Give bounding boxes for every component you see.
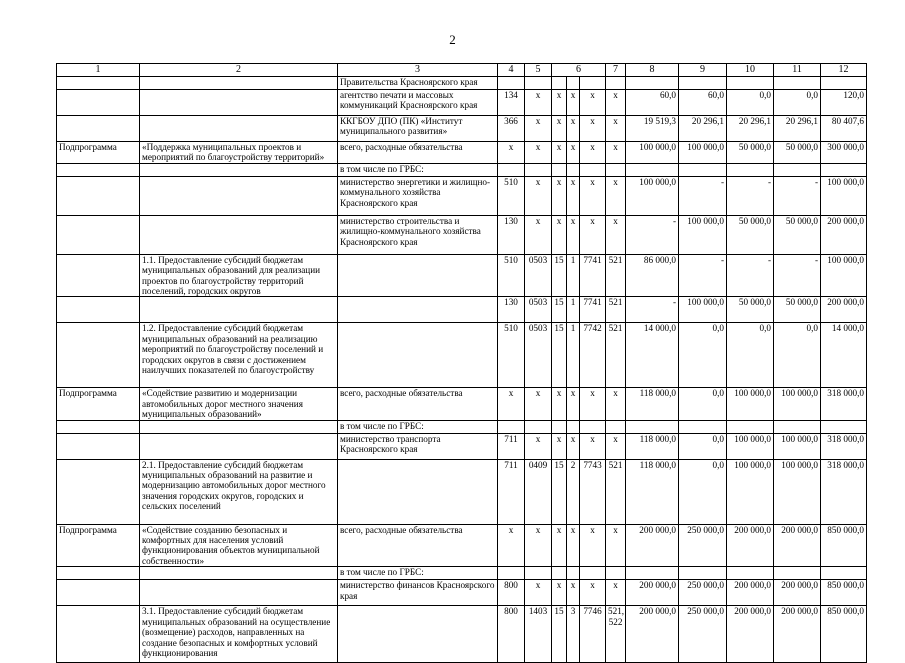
- grbs-code-cell: x: [498, 388, 525, 420]
- program-type-cell: [57, 176, 140, 215]
- section-code-cell: x: [525, 142, 552, 164]
- amount-col11-cell: 0,0: [774, 323, 821, 388]
- target-code-1-cell: x: [552, 142, 567, 164]
- grbs-cell: всего, расходные обязательства: [338, 388, 498, 420]
- table-row: [57, 323, 867, 388]
- target-code-2-cell: x: [567, 176, 580, 215]
- expense-type-cell: [606, 77, 626, 90]
- amount-col12-cell: 318 000,0: [821, 459, 867, 524]
- program-name-cell: [140, 215, 338, 254]
- expense-type-cell: x: [606, 215, 626, 254]
- page-number: 2: [449, 32, 456, 47]
- section-code-cell: 1403: [525, 606, 552, 663]
- target-code-1-cell: 15: [552, 459, 567, 524]
- target-code-1-cell: x: [552, 90, 567, 116]
- expense-type-cell: 521: [606, 254, 626, 297]
- header-cell: 11: [774, 64, 821, 77]
- grbs-cell: [338, 297, 498, 323]
- header-cell: 3: [338, 64, 498, 77]
- program-name-cell: «Содействие развитию и модернизации автомобильных дорог местного значения муниципальных образований»: [140, 388, 338, 420]
- program-type-cell: [57, 116, 140, 142]
- expense-type-cell: 521, 522: [606, 606, 626, 663]
- program-type-cell: [57, 580, 140, 606]
- grbs-cell: министерство транспорта Красноярского края: [338, 433, 498, 459]
- target-code-2-cell: 2: [567, 459, 580, 524]
- amount-col10-cell: 200 000,0: [727, 524, 774, 567]
- grbs-cell: [338, 254, 498, 297]
- amount-col10-cell: 100 000,0: [727, 433, 774, 459]
- program-name-cell: [140, 420, 338, 433]
- amount-col9-cell: 0,0: [679, 388, 727, 420]
- target-code-2-cell: 1: [567, 254, 580, 297]
- program-type-cell: [57, 420, 140, 433]
- grbs-cell: [338, 459, 498, 524]
- grbs-code-cell: 510: [498, 176, 525, 215]
- amount-col11-cell: 200 000,0: [774, 524, 821, 567]
- grbs-cell: [338, 606, 498, 663]
- amount-col12-cell: 850 000,0: [821, 524, 867, 567]
- amount-col9-cell: [679, 163, 727, 176]
- grbs-code-cell: 366: [498, 116, 525, 142]
- amount-col10-cell: 20 296,1: [727, 116, 774, 142]
- program-name-cell: [140, 433, 338, 459]
- program-name-cell: [140, 90, 338, 116]
- program-name-cell: [140, 77, 338, 90]
- amount-col9-cell: 0,0: [679, 433, 727, 459]
- program-name-cell: «Содействие созданию безопасных и комфортных для населения условий функционирования объектов муниципальной собственности»: [140, 524, 338, 567]
- expense-type-cell: [606, 163, 626, 176]
- target-code-1-cell: [552, 163, 567, 176]
- table-row: [57, 459, 867, 524]
- amount-col11-cell: [774, 567, 821, 580]
- expense-type-cell: x: [606, 580, 626, 606]
- target-code-1-cell: x: [552, 524, 567, 567]
- amount-col8-cell: [626, 420, 679, 433]
- amount-col11-cell: 100 000,0: [774, 459, 821, 524]
- amount-col8-cell: 200 000,0: [626, 580, 679, 606]
- target-code-1-cell: x: [552, 215, 567, 254]
- amount-col8-cell: 118 000,0: [626, 388, 679, 420]
- amount-col9-cell: 60,0: [679, 90, 727, 116]
- amount-col9-cell: [679, 77, 727, 90]
- target-code-1-cell: x: [552, 433, 567, 459]
- header-cell: 9: [679, 64, 727, 77]
- expense-type-cell: x: [606, 116, 626, 142]
- target-code-3-cell: [580, 420, 606, 433]
- grbs-cell: в том числе по ГРБС:: [338, 567, 498, 580]
- amount-col11-cell: [774, 163, 821, 176]
- amount-col9-cell: [679, 420, 727, 433]
- amount-col10-cell: 100 000,0: [727, 388, 774, 420]
- grbs-code-cell: 510: [498, 254, 525, 297]
- target-code-3-cell: x: [580, 116, 606, 142]
- target-code-3-cell: x: [580, 433, 606, 459]
- table-row: [57, 567, 867, 580]
- program-name-cell: 1.2. Предоставление субсидий бюджетам муниципальных образований на реализацию мероприятий по благоустройству поселений и городских округов в связи с достижением наилучших показателей по благоустройству: [140, 323, 338, 388]
- target-code-3-cell: 7746: [580, 606, 606, 663]
- target-code-2-cell: [567, 567, 580, 580]
- amount-col10-cell: [727, 567, 774, 580]
- amount-col10-cell: -: [727, 254, 774, 297]
- expense-type-cell: x: [606, 524, 626, 567]
- section-code-cell: x: [525, 580, 552, 606]
- amount-col12-cell: [821, 567, 867, 580]
- section-code-cell: 0503: [525, 254, 552, 297]
- amount-col9-cell: 250 000,0: [679, 524, 727, 567]
- program-name-cell: [140, 580, 338, 606]
- amount-col11-cell: 50 000,0: [774, 142, 821, 164]
- target-code-1-cell: 15: [552, 606, 567, 663]
- program-type-cell: [57, 215, 140, 254]
- grbs-code-cell: [498, 77, 525, 90]
- grbs-code-cell: 130: [498, 215, 525, 254]
- table-row: [57, 215, 867, 254]
- expense-type-cell: x: [606, 176, 626, 215]
- table-row: [57, 116, 867, 142]
- target-code-2-cell: x: [567, 116, 580, 142]
- amount-col10-cell: 200 000,0: [727, 606, 774, 663]
- amount-col8-cell: 200 000,0: [626, 606, 679, 663]
- program-type-cell: Подпрограмма: [57, 388, 140, 420]
- amount-col8-cell: [626, 163, 679, 176]
- grbs-cell: министерство финансов Красноярского края: [338, 580, 498, 606]
- amount-col10-cell: [727, 163, 774, 176]
- table-row: [57, 580, 867, 606]
- amount-col12-cell: 200 000,0: [821, 215, 867, 254]
- amount-col8-cell: 100 000,0: [626, 176, 679, 215]
- section-code-cell: x: [525, 116, 552, 142]
- amount-col11-cell: [774, 420, 821, 433]
- amount-col8-cell: -: [626, 297, 679, 323]
- amount-col12-cell: 100 000,0: [821, 254, 867, 297]
- program-name-cell: [140, 176, 338, 215]
- expense-type-cell: 521: [606, 297, 626, 323]
- amount-col11-cell: 50 000,0: [774, 215, 821, 254]
- target-code-2-cell: 1: [567, 323, 580, 388]
- amount-col8-cell: 118 000,0: [626, 459, 679, 524]
- target-code-2-cell: 1: [567, 297, 580, 323]
- amount-col11-cell: 200 000,0: [774, 580, 821, 606]
- target-code-3-cell: 7741: [580, 254, 606, 297]
- header-row: [57, 64, 867, 77]
- target-code-3-cell: x: [580, 215, 606, 254]
- program-type-cell: [57, 77, 140, 90]
- amount-col12-cell: 200 000,0: [821, 297, 867, 323]
- grbs-cell: ККГБОУ ДПО (ПК) «Институт муниципального развития»: [338, 116, 498, 142]
- program-name-cell: [140, 297, 338, 323]
- amount-col11-cell: 0,0: [774, 90, 821, 116]
- target-code-2-cell: [567, 163, 580, 176]
- target-code-2-cell: x: [567, 524, 580, 567]
- grbs-code-cell: 800: [498, 580, 525, 606]
- amount-col12-cell: [821, 420, 867, 433]
- program-type-cell: [57, 323, 140, 388]
- grbs-code-cell: [498, 420, 525, 433]
- amount-col11-cell: 20 296,1: [774, 116, 821, 142]
- table-row: [57, 254, 867, 297]
- amount-col8-cell: 60,0: [626, 90, 679, 116]
- table-row: [57, 297, 867, 323]
- target-code-3-cell: 7742: [580, 323, 606, 388]
- table-row: [57, 606, 867, 663]
- target-code-2-cell: x: [567, 580, 580, 606]
- grbs-code-cell: 800: [498, 606, 525, 663]
- program-type-cell: [57, 433, 140, 459]
- section-code-cell: [525, 567, 552, 580]
- target-code-3-cell: [580, 77, 606, 90]
- grbs-code-cell: x: [498, 524, 525, 567]
- grbs-code-cell: 134: [498, 90, 525, 116]
- grbs-cell: министерство энергетики и жилищно-коммунального хозяйства Красноярского края: [338, 176, 498, 215]
- table-row: [57, 142, 867, 164]
- target-code-2-cell: 3: [567, 606, 580, 663]
- header-cell: 2: [140, 64, 338, 77]
- grbs-code-cell: 130: [498, 297, 525, 323]
- expense-type-cell: [606, 420, 626, 433]
- grbs-code-cell: [498, 163, 525, 176]
- amount-col12-cell: 100 000,0: [821, 176, 867, 215]
- program-type-cell: Подпрограмма: [57, 142, 140, 164]
- target-code-1-cell: [552, 567, 567, 580]
- section-code-cell: x: [525, 215, 552, 254]
- target-code-1-cell: x: [552, 116, 567, 142]
- amount-col11-cell: -: [774, 254, 821, 297]
- expense-type-cell: x: [606, 142, 626, 164]
- amount-col9-cell: 20 296,1: [679, 116, 727, 142]
- target-code-2-cell: x: [567, 215, 580, 254]
- amount-col9-cell: 250 000,0: [679, 580, 727, 606]
- amount-col12-cell: 80 407,6: [821, 116, 867, 142]
- amount-col9-cell: 100 000,0: [679, 215, 727, 254]
- amount-col11-cell: 50 000,0: [774, 297, 821, 323]
- program-name-cell: [140, 567, 338, 580]
- grbs-code-cell: 510: [498, 323, 525, 388]
- amount-col9-cell: -: [679, 176, 727, 215]
- amount-col10-cell: [727, 420, 774, 433]
- target-code-1-cell: 15: [552, 254, 567, 297]
- target-code-1-cell: [552, 77, 567, 90]
- section-code-cell: x: [525, 90, 552, 116]
- header-cell: 5: [525, 64, 552, 77]
- program-name-cell: 3.1. Предоставление субсидий бюджетам муниципальных образований на осуществление (возмещение) расходов, направленных на создание безопасных и комфортных условий функционирования: [140, 606, 338, 663]
- grbs-cell: в том числе по ГРБС:: [338, 420, 498, 433]
- grbs-cell: министерство строительства и жилищно-коммунального хозяйства Красноярского края: [338, 215, 498, 254]
- program-type-cell: [57, 163, 140, 176]
- header-cell: 12: [821, 64, 867, 77]
- amount-col9-cell: 0,0: [679, 323, 727, 388]
- target-code-1-cell: 15: [552, 297, 567, 323]
- section-code-cell: 0503: [525, 323, 552, 388]
- target-code-2-cell: x: [567, 433, 580, 459]
- amount-col10-cell: 50 000,0: [727, 215, 774, 254]
- table-row: [57, 388, 867, 420]
- program-type-cell: [57, 567, 140, 580]
- target-code-1-cell: x: [552, 176, 567, 215]
- program-name-cell: «Поддержка муниципальных проектов и мероприятий по благоустройству территорий»: [140, 142, 338, 164]
- amount-col10-cell: 200 000,0: [727, 580, 774, 606]
- expense-type-cell: x: [606, 433, 626, 459]
- amount-col10-cell: 0,0: [727, 90, 774, 116]
- program-type-cell: [57, 297, 140, 323]
- table-row: [57, 420, 867, 433]
- grbs-code-cell: 711: [498, 459, 525, 524]
- section-code-cell: 0503: [525, 297, 552, 323]
- target-code-3-cell: [580, 163, 606, 176]
- section-code-cell: x: [525, 524, 552, 567]
- expense-type-cell: x: [606, 388, 626, 420]
- target-code-3-cell: x: [580, 524, 606, 567]
- amount-col8-cell: 200 000,0: [626, 524, 679, 567]
- amount-col8-cell: 19 519,3: [626, 116, 679, 142]
- table-row: [57, 524, 867, 567]
- target-code-1-cell: x: [552, 580, 567, 606]
- expense-type-cell: 521: [606, 459, 626, 524]
- header-cell: 6: [552, 64, 606, 77]
- amount-col10-cell: 0,0: [727, 323, 774, 388]
- target-code-3-cell: [580, 567, 606, 580]
- amount-col11-cell: -: [774, 176, 821, 215]
- amount-col9-cell: [679, 567, 727, 580]
- expense-type-cell: x: [606, 90, 626, 116]
- amount-col10-cell: 50 000,0: [727, 142, 774, 164]
- program-type-cell: [57, 606, 140, 663]
- program-type-cell: [57, 90, 140, 116]
- table-row: [57, 77, 867, 90]
- grbs-code-cell: [498, 567, 525, 580]
- amount-col12-cell: [821, 163, 867, 176]
- amount-col12-cell: 850 000,0: [821, 580, 867, 606]
- expense-type-cell: [606, 567, 626, 580]
- target-code-2-cell: x: [567, 388, 580, 420]
- program-type-cell: Подпрограмма: [57, 524, 140, 567]
- grbs-code-cell: 711: [498, 433, 525, 459]
- amount-col12-cell: 120,0: [821, 90, 867, 116]
- section-code-cell: x: [525, 433, 552, 459]
- amount-col10-cell: [727, 77, 774, 90]
- amount-col8-cell: 86 000,0: [626, 254, 679, 297]
- grbs-code-cell: x: [498, 142, 525, 164]
- table-row: [57, 433, 867, 459]
- amount-col12-cell: 850 000,0: [821, 606, 867, 663]
- table-row: [57, 163, 867, 176]
- target-code-3-cell: x: [580, 388, 606, 420]
- target-code-3-cell: 7741: [580, 297, 606, 323]
- program-name-cell: 2.1. Предоставление субсидий бюджетам муниципальных образований на развитие и модернизацию автомобильных дорог местного значения городских округов, городских и сельских поселений: [140, 459, 338, 524]
- amount-col9-cell: 0,0: [679, 459, 727, 524]
- amount-col8-cell: 118 000,0: [626, 433, 679, 459]
- target-code-3-cell: x: [580, 90, 606, 116]
- target-code-2-cell: [567, 77, 580, 90]
- grbs-cell: всего, расходные обязательства: [338, 524, 498, 567]
- grbs-cell: в том числе по ГРБС:: [338, 163, 498, 176]
- amount-col9-cell: 100 000,0: [679, 142, 727, 164]
- program-name-cell: [140, 116, 338, 142]
- table-row: [57, 90, 867, 116]
- section-code-cell: [525, 77, 552, 90]
- amount-col8-cell: [626, 77, 679, 90]
- header-cell: 1: [57, 64, 140, 77]
- amount-col8-cell: 100 000,0: [626, 142, 679, 164]
- amount-col9-cell: 250 000,0: [679, 606, 727, 663]
- budget-table: [56, 63, 867, 663]
- target-code-3-cell: x: [580, 176, 606, 215]
- target-code-2-cell: x: [567, 142, 580, 164]
- target-code-3-cell: x: [580, 142, 606, 164]
- section-code-cell: 0409: [525, 459, 552, 524]
- target-code-1-cell: [552, 420, 567, 433]
- program-type-cell: [57, 459, 140, 524]
- amount-col12-cell: [821, 77, 867, 90]
- expense-type-cell: 521: [606, 323, 626, 388]
- target-code-2-cell: x: [567, 90, 580, 116]
- header-cell: 10: [727, 64, 774, 77]
- grbs-cell: агентство печати и массовых коммуникаций Красноярского края: [338, 90, 498, 116]
- target-code-3-cell: x: [580, 580, 606, 606]
- header-cell: 7: [606, 64, 626, 77]
- amount-col8-cell: -: [626, 215, 679, 254]
- section-code-cell: [525, 163, 552, 176]
- header-cell: 8: [626, 64, 679, 77]
- amount-col12-cell: 318 000,0: [821, 433, 867, 459]
- amount-col8-cell: [626, 567, 679, 580]
- target-code-1-cell: 15: [552, 323, 567, 388]
- amount-col11-cell: 100 000,0: [774, 388, 821, 420]
- table-row: [57, 176, 867, 215]
- grbs-cell: Правительства Красноярского края: [338, 77, 498, 90]
- amount-col11-cell: 100 000,0: [774, 433, 821, 459]
- program-name-cell: [140, 163, 338, 176]
- amount-col8-cell: 14 000,0: [626, 323, 679, 388]
- section-code-cell: [525, 420, 552, 433]
- target-code-1-cell: x: [552, 388, 567, 420]
- amount-col9-cell: -: [679, 254, 727, 297]
- amount-col12-cell: 14 000,0: [821, 323, 867, 388]
- amount-col10-cell: -: [727, 176, 774, 215]
- amount-col9-cell: 100 000,0: [679, 297, 727, 323]
- program-name-cell: 1.1. Предоставление субсидий бюджетам муниципальных образований для реализации проектов по благоустройству территорий поселений, городских округов: [140, 254, 338, 297]
- amount-col11-cell: 200 000,0: [774, 606, 821, 663]
- amount-col12-cell: 300 000,0: [821, 142, 867, 164]
- program-type-cell: [57, 254, 140, 297]
- grbs-cell: [338, 323, 498, 388]
- target-code-3-cell: 7743: [580, 459, 606, 524]
- grbs-cell: всего, расходные обязательства: [338, 142, 498, 164]
- section-code-cell: x: [525, 176, 552, 215]
- target-code-2-cell: [567, 420, 580, 433]
- header-cell: 4: [498, 64, 525, 77]
- amount-col11-cell: [774, 77, 821, 90]
- section-code-cell: x: [525, 388, 552, 420]
- amount-col10-cell: 100 000,0: [727, 459, 774, 524]
- amount-col10-cell: 50 000,0: [727, 297, 774, 323]
- amount-col12-cell: 318 000,0: [821, 388, 867, 420]
